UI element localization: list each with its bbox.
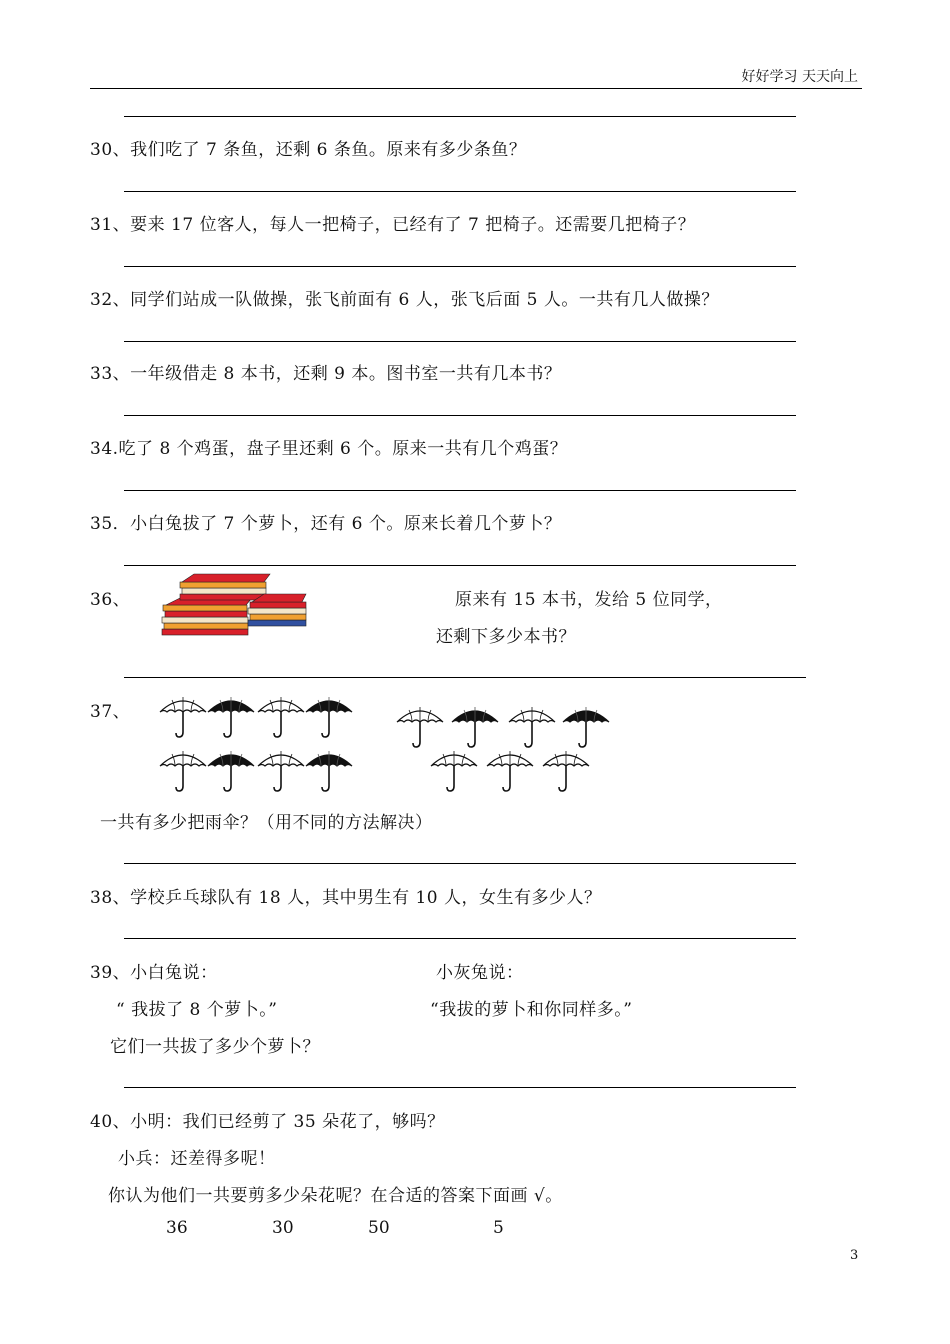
question-38: 38、学校乒乓球队有 18 人，其中男生有 10 人，女生有多少人？ [90, 888, 602, 908]
question-40-ask: 你认为他们一共要剪多少朵花呢？在合适的答案下面画 √。 [108, 1186, 563, 1206]
answer-option[interactable]: 5 [493, 1218, 504, 1238]
answer-option[interactable]: 36 [166, 1218, 188, 1238]
answer-line [124, 677, 806, 678]
question-37-number: 37、 [90, 702, 131, 722]
answer-option[interactable]: 50 [368, 1218, 390, 1238]
white-umbrella-icon [395, 702, 445, 750]
white-umbrella-icon [158, 746, 208, 794]
white-umbrella-icon [256, 746, 306, 794]
question-31: 31、要来 17 位客人，每人一把椅子，已经有了 7 把椅子。还需要几把椅子？ [90, 215, 696, 235]
white-umbrella-icon [256, 692, 306, 740]
question-40-xiaobing: 小兵：还差得多呢！ [118, 1149, 276, 1169]
answer-line [124, 938, 796, 939]
question-36-line2: 还剩下多少本书？ [436, 627, 576, 647]
black-umbrella-icon [206, 746, 256, 794]
question-36-line1: 原来有 15 本书，发给 5 位同学， [455, 590, 723, 610]
white-umbrella-icon [507, 702, 557, 750]
answer-line [124, 415, 796, 416]
question-39-ask: 它们一共拔了多少个萝卜？ [110, 1037, 320, 1057]
white-umbrella-icon [158, 692, 208, 740]
answer-line [124, 266, 796, 267]
question-37-text: 一共有多少把雨伞？（用不同的方法解决） [100, 813, 433, 833]
answer-line [124, 863, 796, 864]
answer-line [124, 191, 796, 192]
question-39-white-quote: “ 我拔了 8 个萝卜。” [116, 1000, 278, 1020]
white-umbrella-icon [485, 746, 535, 794]
header-motto: 好好学习 天天向上 [741, 69, 858, 85]
umbrella-group-2 [395, 702, 615, 797]
book-stack-left [162, 598, 252, 635]
answer-option[interactable]: 30 [272, 1218, 294, 1238]
white-umbrella-icon [541, 746, 591, 794]
answer-line [124, 490, 796, 491]
header-rule [90, 88, 862, 89]
umbrella-group-1 [158, 692, 358, 802]
answer-line [124, 565, 796, 566]
question-39-white-rabbit: 39、小白兔说： [90, 963, 218, 983]
answer-line [124, 1087, 796, 1088]
question-33: 33、一年级借走 8 本书，还剩 9 本。图书室一共有几本书？ [90, 364, 562, 384]
question-40-xiaoming: 40、小明：我们已经剪了 35 朵花了，够吗？ [90, 1112, 445, 1132]
question-39-gray-quote: “我拔的萝卜和你同样多。” [430, 1000, 633, 1020]
question-32: 32、同学们站成一队做操，张飞前面有 6 人，张飞后面 5 人。一共有几人做操？ [90, 290, 719, 310]
book-stack-right [248, 594, 306, 626]
white-umbrella-icon [429, 746, 479, 794]
question-34: 34.吃了 8 个鸡蛋，盘子里还剩 6 个。原来一共有几个鸡蛋？ [90, 439, 568, 459]
black-umbrella-icon [304, 692, 354, 740]
books-stack-image [160, 572, 310, 638]
book-stack-top [180, 574, 270, 600]
black-umbrella-icon [561, 702, 611, 750]
black-umbrella-icon [304, 746, 354, 794]
answer-line [124, 341, 796, 342]
question-39-gray-rabbit: 小灰兔说： [436, 963, 524, 983]
page-number: 3 [850, 1248, 859, 1263]
question-35: 35．小白兔拔了 7 个萝卜，还有 6 个。原来长着几个萝卜？ [90, 514, 562, 534]
question-36-number: 36、 [90, 590, 131, 610]
question-30: 30、我们吃了 7 条鱼，还剩 6 条鱼。原来有多少条鱼？ [90, 140, 527, 160]
black-umbrella-icon [450, 702, 500, 750]
answer-line [124, 116, 796, 117]
black-umbrella-icon [206, 692, 256, 740]
